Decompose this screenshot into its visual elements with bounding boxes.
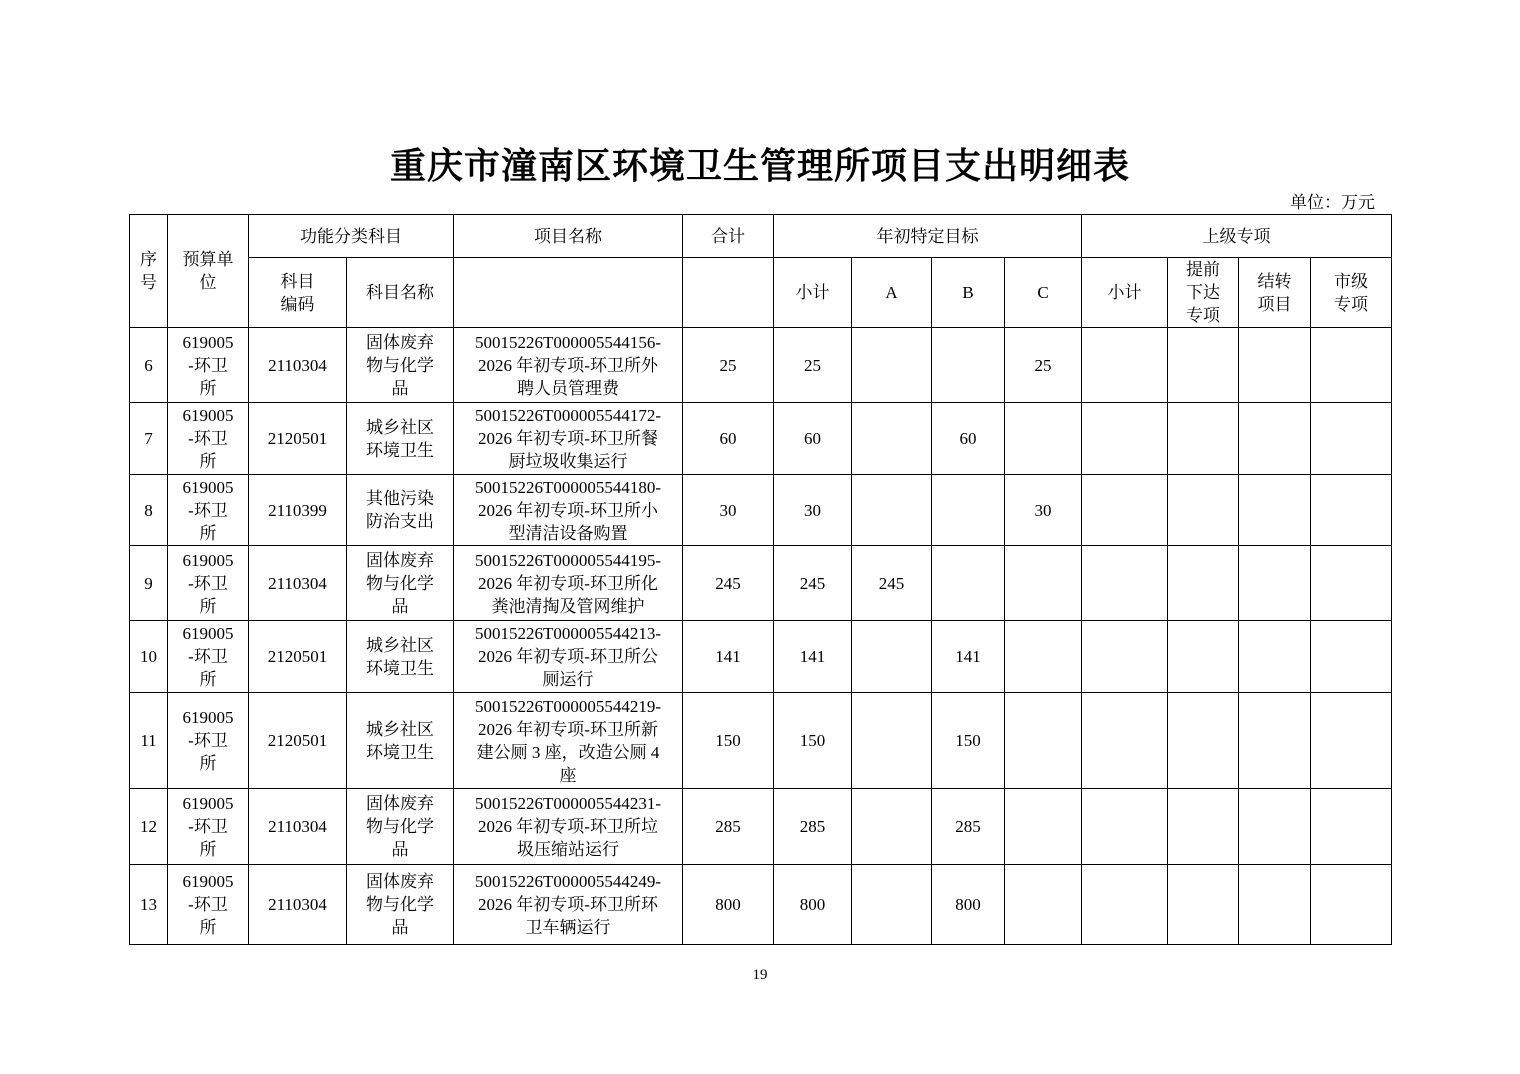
cell-sup-subtotal bbox=[1082, 865, 1168, 945]
cell-c bbox=[1005, 403, 1082, 475]
cell-carryover bbox=[1239, 865, 1311, 945]
cell-subtotal: 800 bbox=[774, 865, 852, 945]
cell-subject-code: 2120501 bbox=[249, 621, 347, 693]
cell-total: 800 bbox=[683, 865, 774, 945]
cell-carryover bbox=[1239, 546, 1311, 621]
cell-unit: 619005 -环卫 所 bbox=[168, 789, 249, 865]
cell-unit: 619005 -环卫 所 bbox=[168, 475, 249, 546]
cell-subject-name: 固体废弃 物与化学 品 bbox=[347, 865, 454, 945]
cell-city bbox=[1311, 546, 1392, 621]
cell-city bbox=[1311, 789, 1392, 865]
cell-sup-subtotal bbox=[1082, 475, 1168, 546]
cell-subject-name: 固体废弃 物与化学 品 bbox=[347, 328, 454, 403]
table-row bbox=[130, 546, 1392, 621]
cell-b: 800 bbox=[932, 865, 1005, 945]
cell-subject-name: 城乡社区 环境卫生 bbox=[347, 403, 454, 475]
cell-subject-name: 固体废弃 物与化学 品 bbox=[347, 546, 454, 621]
cell-carryover bbox=[1239, 475, 1311, 546]
cell-seq: 6 bbox=[130, 328, 168, 403]
cell-city bbox=[1311, 475, 1392, 546]
cell-city bbox=[1311, 621, 1392, 693]
cell-a bbox=[852, 328, 932, 403]
cell-advance bbox=[1168, 328, 1239, 403]
header-carryover: 结转 项目 bbox=[1239, 258, 1311, 328]
table-row bbox=[130, 403, 1392, 475]
header-row-2 bbox=[130, 258, 1392, 328]
cell-subject-name: 固体废弃 物与化学 品 bbox=[347, 789, 454, 865]
cell-a bbox=[852, 475, 932, 546]
cell-sup-subtotal bbox=[1082, 693, 1168, 789]
header-city: 市级 专项 bbox=[1311, 258, 1392, 328]
cell-c bbox=[1005, 789, 1082, 865]
cell-subject-code: 2120501 bbox=[249, 403, 347, 475]
cell-a bbox=[852, 621, 932, 693]
cell-b: 141 bbox=[932, 621, 1005, 693]
cell-project-name: 50015226T000005544180- 2026 年初专项-环卫所小 型清洁设备购置 bbox=[454, 475, 683, 546]
cell-carryover bbox=[1239, 328, 1311, 403]
header-superior: 上级专项 bbox=[1082, 215, 1392, 258]
cell-advance bbox=[1168, 865, 1239, 945]
page-title: 重庆市潼南区环境卫生管理所项目支出明细表 bbox=[389, 146, 1130, 186]
cell-seq: 7 bbox=[130, 403, 168, 475]
cell-project-name: 50015226T000005544249- 2026 年初专项-环卫所环 卫车辆运行 bbox=[454, 865, 683, 945]
header-total: 合计 bbox=[683, 215, 774, 258]
cell-unit: 619005 -环卫 所 bbox=[168, 693, 249, 789]
cell-seq: 13 bbox=[130, 865, 168, 945]
cell-project-name: 50015226T000005544156- 2026 年初专项-环卫所外 聘人员管理费 bbox=[454, 328, 683, 403]
header-unit: 预算单 位 bbox=[168, 215, 249, 328]
cell-project-name: 50015226T000005544172- 2026 年初专项-环卫所餐 厨垃圾收集运行 bbox=[454, 403, 683, 475]
header-project-name: 项目名称 bbox=[454, 215, 683, 258]
cell-c bbox=[1005, 546, 1082, 621]
cell-project-name: 50015226T000005544219- 2026 年初专项-环卫所新 建公厕 3 座，改造公厕 4 座 bbox=[454, 693, 683, 789]
cell-project-name: 50015226T000005544231- 2026 年初专项-环卫所垃 圾压缩站运行 bbox=[454, 789, 683, 865]
header-subject-name: 科目名称 bbox=[347, 258, 454, 328]
cell-total: 150 bbox=[683, 693, 774, 789]
cell-city bbox=[1311, 865, 1392, 945]
cell-city bbox=[1311, 328, 1392, 403]
cell-unit: 619005 -环卫 所 bbox=[168, 328, 249, 403]
cell-total: 245 bbox=[683, 546, 774, 621]
cell-b: 285 bbox=[932, 789, 1005, 865]
table-row bbox=[130, 475, 1392, 546]
header-seq: 序 号 bbox=[130, 215, 168, 328]
cell-subtotal: 285 bbox=[774, 789, 852, 865]
cell-subtotal: 60 bbox=[774, 403, 852, 475]
cell-carryover bbox=[1239, 693, 1311, 789]
cell-subtotal: 25 bbox=[774, 328, 852, 403]
header-subject-code: 科目 编码 bbox=[249, 258, 347, 328]
cell-advance bbox=[1168, 546, 1239, 621]
cell-subject-code: 2120501 bbox=[249, 693, 347, 789]
cell-city bbox=[1311, 403, 1392, 475]
cell-carryover bbox=[1239, 403, 1311, 475]
cell-b bbox=[932, 475, 1005, 546]
cell-project-name: 50015226T000005544213- 2026 年初专项-环卫所公 厕运行 bbox=[454, 621, 683, 693]
header-c: C bbox=[1005, 258, 1082, 328]
cell-total: 141 bbox=[683, 621, 774, 693]
header-func-class: 功能分类科目 bbox=[249, 215, 454, 258]
cell-sup-subtotal bbox=[1082, 328, 1168, 403]
header-advance: 提前 下达 专项 bbox=[1168, 258, 1239, 328]
cell-subtotal: 141 bbox=[774, 621, 852, 693]
page-number: 19 bbox=[752, 967, 768, 983]
cell-c bbox=[1005, 865, 1082, 945]
cell-seq: 9 bbox=[130, 546, 168, 621]
table-row bbox=[130, 693, 1392, 789]
cell-subject-code: 2110399 bbox=[249, 475, 347, 546]
cell-b: 150 bbox=[932, 693, 1005, 789]
cell-unit: 619005 -环卫 所 bbox=[168, 621, 249, 693]
cell-c: 30 bbox=[1005, 475, 1082, 546]
cell-subject-name: 其他污染 防治支出 bbox=[347, 475, 454, 546]
cell-sup-subtotal bbox=[1082, 403, 1168, 475]
cell-unit: 619005 -环卫 所 bbox=[168, 865, 249, 945]
cell-sup-subtotal bbox=[1082, 621, 1168, 693]
header-subtotal: 小计 bbox=[774, 258, 852, 328]
cell-city bbox=[1311, 693, 1392, 789]
cell-b bbox=[932, 328, 1005, 403]
cell-seq: 8 bbox=[130, 475, 168, 546]
header-row-1 bbox=[130, 215, 1392, 258]
cell-b bbox=[932, 546, 1005, 621]
cell-a bbox=[852, 789, 932, 865]
cell-total: 60 bbox=[683, 403, 774, 475]
cell-seq: 10 bbox=[130, 621, 168, 693]
cell-advance bbox=[1168, 693, 1239, 789]
cell-unit: 619005 -环卫 所 bbox=[168, 546, 249, 621]
cell-b: 60 bbox=[932, 403, 1005, 475]
cell-total: 285 bbox=[683, 789, 774, 865]
expenditure-table bbox=[129, 214, 1392, 945]
cell-subject-name: 城乡社区 环境卫生 bbox=[347, 693, 454, 789]
cell-sup-subtotal bbox=[1082, 546, 1168, 621]
cell-c: 25 bbox=[1005, 328, 1082, 403]
header-total-empty bbox=[683, 258, 774, 328]
cell-advance bbox=[1168, 475, 1239, 546]
cell-carryover bbox=[1239, 789, 1311, 865]
cell-subject-code: 2110304 bbox=[249, 328, 347, 403]
header-a: A bbox=[852, 258, 932, 328]
cell-a bbox=[852, 403, 932, 475]
cell-advance bbox=[1168, 621, 1239, 693]
header-project-empty bbox=[454, 258, 683, 328]
cell-c bbox=[1005, 621, 1082, 693]
cell-subject-code: 2110304 bbox=[249, 546, 347, 621]
table-row bbox=[130, 621, 1392, 693]
table-row bbox=[130, 328, 1392, 403]
cell-carryover bbox=[1239, 621, 1311, 693]
cell-seq: 11 bbox=[130, 693, 168, 789]
cell-advance bbox=[1168, 403, 1239, 475]
table-row bbox=[130, 865, 1392, 945]
cell-subtotal: 150 bbox=[774, 693, 852, 789]
cell-unit: 619005 -环卫 所 bbox=[168, 403, 249, 475]
unit-label: 单位：万元 bbox=[1290, 193, 1375, 212]
cell-total: 30 bbox=[683, 475, 774, 546]
cell-seq: 12 bbox=[130, 789, 168, 865]
cell-subtotal: 30 bbox=[774, 475, 852, 546]
cell-subtotal: 245 bbox=[774, 546, 852, 621]
cell-subject-code: 2110304 bbox=[249, 789, 347, 865]
cell-c bbox=[1005, 693, 1082, 789]
cell-subject-code: 2110304 bbox=[249, 865, 347, 945]
table-row bbox=[130, 789, 1392, 865]
header-annual-target: 年初特定目标 bbox=[774, 215, 1082, 258]
header-b: B bbox=[932, 258, 1005, 328]
cell-total: 25 bbox=[683, 328, 774, 403]
cell-advance bbox=[1168, 789, 1239, 865]
cell-a bbox=[852, 865, 932, 945]
cell-a: 245 bbox=[852, 546, 932, 621]
header-sup-subtotal: 小计 bbox=[1082, 258, 1168, 328]
cell-sup-subtotal bbox=[1082, 789, 1168, 865]
cell-subject-name: 城乡社区 环境卫生 bbox=[347, 621, 454, 693]
cell-a bbox=[852, 693, 932, 789]
cell-project-name: 50015226T000005544195- 2026 年初专项-环卫所化 粪池清掏及管网维护 bbox=[454, 546, 683, 621]
